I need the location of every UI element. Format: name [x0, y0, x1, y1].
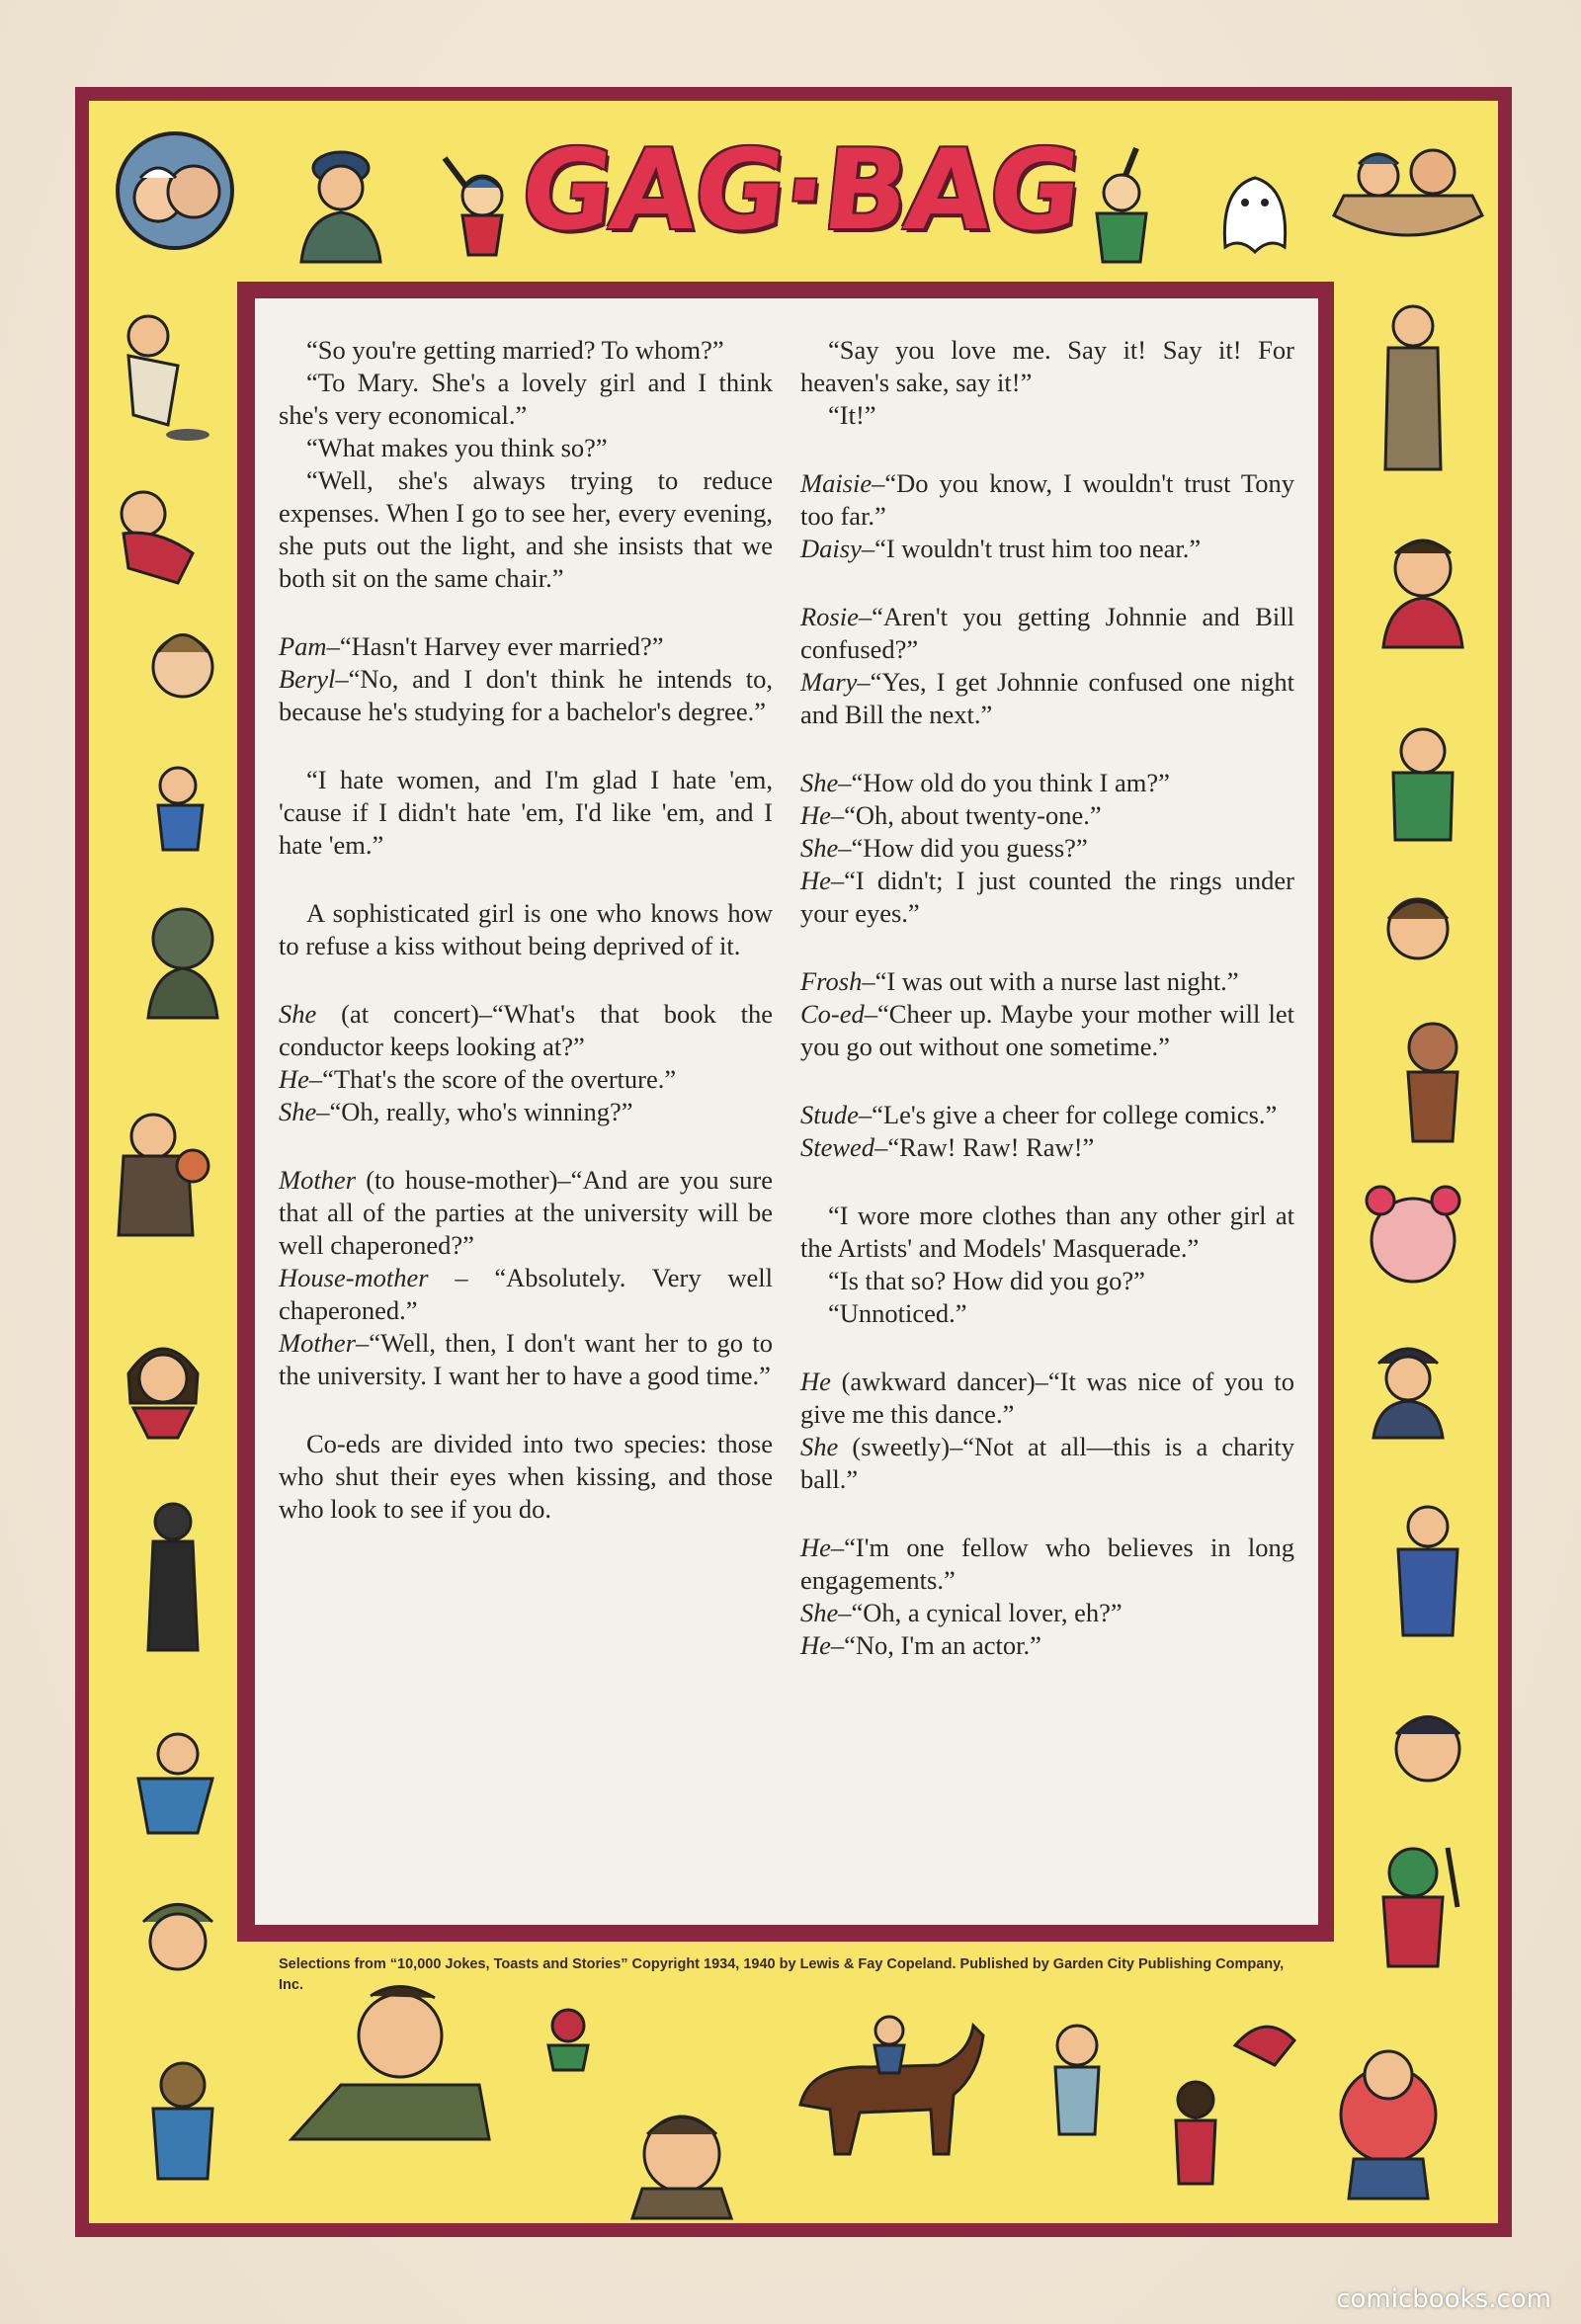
line-text: “What makes you think so?” — [306, 433, 608, 462]
joke-block — [800, 1532, 1294, 1662]
speaker-name: Stewed — [800, 1132, 875, 1162]
cartoon-right-6 — [1339, 1171, 1487, 1299]
joke-line — [279, 334, 773, 367]
speaker-name: She — [800, 1598, 839, 1627]
line-text: “It!” — [828, 400, 876, 430]
cartoon-left-6 — [94, 1097, 232, 1245]
cartoon-bottom-1 — [128, 2045, 237, 2184]
watermark: comicbooks.com — [1336, 2284, 1551, 2314]
cartoon-left-8 — [119, 1492, 227, 1660]
joke-line — [279, 1428, 773, 1526]
speaker-name: He — [279, 1064, 309, 1094]
cartoon-bottom-3 — [534, 1996, 603, 2075]
joke-line — [800, 334, 1294, 399]
cartoon-ghost — [1206, 158, 1304, 267]
cartoon-left-10 — [124, 1877, 232, 2006]
cartoon-right-2 — [1364, 524, 1482, 652]
line-text: (to house-mother)–“And are you sure that all of the parties at the university will be well chaperoned?” — [279, 1165, 773, 1260]
line-text: (awkward dancer)–“It was nice of you to give me this dance.” — [800, 1367, 1294, 1429]
cartoon-left-2 — [99, 474, 217, 593]
joke-line — [279, 1096, 773, 1128]
joke-line — [800, 1200, 1294, 1265]
line-text: – “Absolutely. Very well chaperoned.” — [279, 1263, 773, 1325]
line-text: “Well, she's always trying to reduce expenses. When I go to see her, every evening, she puts out the light, and she insists that we both sit on the same chair.” — [279, 465, 773, 593]
joke-line — [800, 799, 1294, 832]
joke-line — [279, 1063, 773, 1096]
speaker-name: He — [800, 1533, 831, 1562]
speaker-name: She — [800, 768, 839, 797]
joke-line — [279, 897, 773, 962]
joke-block — [279, 334, 773, 595]
left-column — [279, 334, 773, 1561]
cartoon-group-boat — [1324, 126, 1492, 255]
joke-line — [279, 764, 773, 862]
joke-line — [800, 832, 1294, 865]
line-text: “I wore more clothes than any other girl at the Artists' and Models' Masquerade.” — [800, 1201, 1294, 1263]
line-text: –“Well, then, I don't want her to go to the university. I want her to have a good time.” — [279, 1328, 773, 1390]
joke-block — [279, 1164, 773, 1392]
joke-block — [800, 965, 1294, 1063]
cartoon-left-1 — [99, 296, 217, 445]
joke-line — [800, 1131, 1294, 1164]
line-text: –“Oh, about twenty-one.” — [830, 800, 1102, 830]
joke-line — [279, 1164, 773, 1262]
line-text: A sophisticated girl is one who knows how to refuse a kiss without being deprived of it. — [279, 898, 773, 960]
line-text: “Say you love me. Say it! Say it! For heaven's sake, say it!” — [800, 335, 1294, 397]
cartoon-right-5 — [1383, 1008, 1482, 1146]
joke-line — [279, 464, 773, 595]
cartoon-right-10 — [1354, 1828, 1482, 1976]
joke-line — [800, 965, 1294, 998]
line-text: –“Hasn't Harvey ever married?” — [326, 631, 664, 661]
cartoon-left-3 — [138, 613, 227, 711]
joke-line — [800, 1366, 1294, 1431]
cartoon-bottom-4 — [613, 2095, 751, 2223]
joke-line — [800, 666, 1294, 731]
joke-line — [279, 1262, 773, 1327]
cartoon-pair-medallion — [111, 126, 239, 255]
line-text: “To Mary. She's a lovely girl and I think she's very economical.” — [279, 368, 773, 430]
line-text: –“No, I'm an actor.” — [830, 1630, 1041, 1660]
credits-line: Selections from “10,000 Jokes, Toasts and Stories” Copyright 1934, 1940 by Lewis & Fay Copeland. Published by Garden City Publishing Company, Inc. — [279, 1956, 1285, 1993]
line-text: Co-eds are divided into two species: those who shut their eyes when kissing, and those who look to see if you do. — [279, 1429, 773, 1524]
speaker-name: He — [800, 1630, 831, 1660]
speaker-name: She — [279, 999, 317, 1029]
joke-block — [800, 767, 1294, 930]
line-text: –“Do you know, I wouldn't trust Tony too far.” — [800, 468, 1294, 531]
cartoon-bottom-9 — [1314, 2035, 1462, 2203]
line-text: “Is that so? How did you go?” — [828, 1266, 1145, 1295]
line-text: –“Cheer up. Maybe your mother will let you go out without one sometime.” — [800, 999, 1294, 1061]
speaker-name: Pam — [279, 631, 327, 661]
joke-line — [800, 767, 1294, 799]
speaker-name: Stude — [800, 1100, 859, 1129]
cartoon-left-7 — [109, 1324, 217, 1443]
cartoon-bottom-7 — [1161, 2075, 1230, 2203]
line-text: –“No, and I don't think he intends to, because he's studying for a bachelor's degree.” — [279, 664, 773, 726]
line-text: –“Oh, a cynical lover, eh?” — [838, 1598, 1123, 1627]
joke-line — [800, 1532, 1294, 1597]
joke-block — [279, 630, 773, 728]
joke-block — [279, 998, 773, 1128]
joke-line — [800, 399, 1294, 432]
line-text: –“I didn't; I just counted the rings under your eyes.” — [800, 866, 1294, 928]
cartoon-right-8 — [1373, 1492, 1482, 1640]
line-text: “Unnoticed.” — [828, 1298, 967, 1328]
joke-line — [279, 998, 773, 1063]
joke-block — [800, 334, 1294, 432]
cartoon-right-4 — [1364, 879, 1472, 988]
speaker-name: House-mother — [279, 1263, 429, 1292]
line-text: (sweetly)–“Not at all—this is a charity ball.” — [800, 1432, 1294, 1494]
line-text: –“How did you guess?” — [838, 833, 1088, 863]
line-text: –“How old do you think I am?” — [838, 768, 1170, 797]
joke-block — [279, 764, 773, 862]
joke-line — [279, 1327, 773, 1392]
joke-block — [800, 1200, 1294, 1330]
speaker-name: Mother — [279, 1165, 357, 1195]
joke-line — [279, 432, 773, 464]
cartoon-left-5 — [128, 889, 237, 1028]
speaker-name: She — [279, 1097, 317, 1126]
joke-line — [800, 1297, 1294, 1330]
line-text: –“Le's give a cheer for college comics.” — [858, 1100, 1278, 1129]
speaker-name: Daisy — [800, 534, 862, 563]
cartoon-bottom-6 — [1038, 2016, 1117, 2154]
speaker-name: Mary — [800, 667, 858, 697]
cartoon-right-9 — [1369, 1690, 1487, 1808]
cartoon-bottom-8 — [1225, 2006, 1304, 2075]
line-text: (at concert)–“What's that book the conductor keeps looking at?” — [279, 999, 773, 1061]
line-text: –“I wouldn't trust him too near.” — [861, 534, 1202, 563]
speaker-name: Frosh — [800, 966, 863, 996]
joke-block — [800, 467, 1294, 565]
speaker-name: She — [800, 1432, 839, 1461]
joke-block — [800, 1366, 1294, 1496]
joke-line — [800, 1265, 1294, 1297]
joke-line — [800, 1597, 1294, 1629]
line-text: –“I'm one fellow who believes in long engagements.” — [800, 1533, 1294, 1595]
joke-line — [279, 663, 773, 728]
joke-line — [800, 601, 1294, 666]
joke-line — [800, 1431, 1294, 1496]
cartoon-batter-kid — [425, 138, 534, 277]
line-text: “So you're getting married? To whom?” — [306, 335, 724, 365]
cartoon-left-9 — [119, 1719, 227, 1838]
cartoon-bat-boy — [1067, 138, 1176, 277]
cartoon-right-1 — [1364, 296, 1462, 474]
joke-line — [800, 1099, 1294, 1131]
joke-line — [800, 1629, 1294, 1662]
speaker-name: Rosie — [800, 602, 859, 631]
joke-block — [800, 601, 1294, 731]
line-text: –“That's the score of the overture.” — [308, 1064, 677, 1094]
page-title: GAG·BAG — [515, 126, 1086, 255]
joke-block — [800, 1099, 1294, 1164]
speaker-name: He — [800, 866, 831, 895]
line-text: –“Aren't you getting Johnnie and Bill confused?” — [800, 602, 1294, 664]
joke-line — [800, 998, 1294, 1063]
line-text: –“Raw! Raw! Raw!” — [874, 1132, 1095, 1162]
speaker-name: She — [800, 833, 839, 863]
speaker-name: He — [800, 1367, 831, 1396]
joke-line — [800, 865, 1294, 930]
speaker-name: Co-ed — [800, 999, 865, 1029]
speaker-name: Maisie — [800, 468, 873, 498]
cartoon-right-7 — [1354, 1324, 1462, 1443]
cartoon-cowboy-horse — [781, 1996, 988, 2164]
speaker-name: Mother — [279, 1328, 357, 1358]
line-text: “I hate women, and I'm glad I hate 'em, 'cause if I didn't hate 'em, I'd like 'em, and I hate 'em.” — [279, 765, 773, 860]
joke-line — [279, 630, 773, 663]
line-text: –“Oh, really, who's winning?” — [316, 1097, 633, 1126]
cartoon-right-3 — [1364, 711, 1482, 850]
speaker-name: Beryl — [279, 664, 336, 694]
joke-line — [279, 367, 773, 432]
line-text: –“I was out with a nurse last night.” — [862, 966, 1239, 996]
joke-block — [279, 897, 773, 962]
joke-block — [279, 1428, 773, 1526]
cartoon-left-4 — [128, 751, 227, 860]
line-text: –“Yes, I get Johnnie confused one night and Bill the next.” — [800, 667, 1294, 729]
right-column — [800, 334, 1294, 1698]
joke-line — [800, 533, 1294, 565]
cartoon-bottom-2 — [282, 1976, 499, 2144]
speaker-name: He — [800, 800, 831, 830]
cartoon-officer — [287, 138, 395, 267]
joke-line — [800, 467, 1294, 533]
